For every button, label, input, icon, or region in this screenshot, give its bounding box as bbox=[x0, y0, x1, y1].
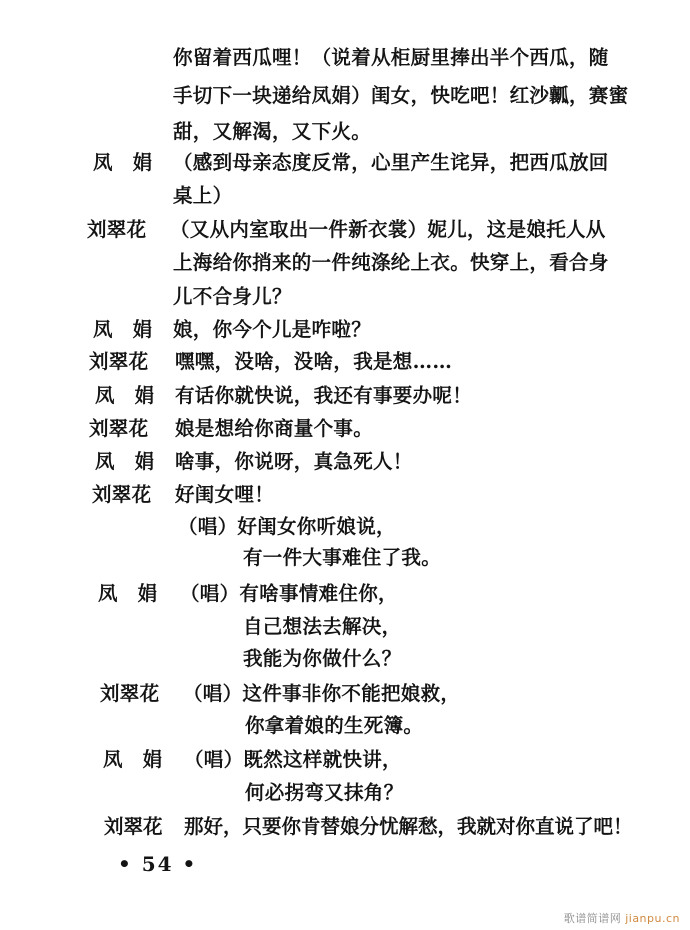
line-text: 何必拐弯又抹角？ bbox=[245, 781, 404, 804]
line-text: 啥事，你说呀，真急死人！ bbox=[175, 450, 413, 473]
line-text: 有一件大事难住了我。 bbox=[243, 546, 442, 569]
speaker-name: 凤 娟 bbox=[95, 384, 155, 407]
line-text: 手切下一块递给凤娟）闺女，快吃吧！红沙瓤，赛蜜 bbox=[173, 84, 629, 107]
line-text: 自己想法去解决， bbox=[243, 615, 402, 638]
line-text: 娘是想给你商量个事。 bbox=[175, 417, 374, 440]
speaker-name: 凤 娟 bbox=[98, 582, 158, 605]
line-text: （唱）这件事非你不能把娘救， bbox=[183, 682, 461, 705]
page-number: • 54 • bbox=[118, 852, 198, 876]
speaker-name: 刘翠花 bbox=[92, 483, 152, 506]
line-text: 好闺女哩！ bbox=[175, 483, 275, 506]
line-text: 那好，只要你肯替娘分忧解愁，我就对你直说了吧！ bbox=[184, 815, 633, 838]
line-text: 你留着西瓜哩！（说着从柜厨里捧出半个西瓜，随 bbox=[173, 46, 609, 69]
watermark-site: 歌谱简谱网 bbox=[563, 912, 622, 925]
line-text: 我能为你做什么？ bbox=[243, 647, 402, 670]
line-text: （唱）既然这样就快讲， bbox=[184, 748, 402, 771]
line-text: 桌上） bbox=[173, 184, 233, 207]
speaker-name: 刘翠花 bbox=[104, 815, 163, 838]
speaker-name: 刘翠花 bbox=[89, 417, 149, 440]
site-watermark bbox=[564, 910, 680, 926]
line-text: （又从内室取出一件新衣裳）妮儿，这是娘托人从 bbox=[170, 218, 606, 241]
speaker-name: 凤 娟 bbox=[95, 450, 155, 473]
speaker-name: 凤 娟 bbox=[103, 748, 163, 771]
watermark-url: jianpu.cn bbox=[625, 912, 680, 925]
speaker-name: 刘翠花 bbox=[100, 682, 160, 705]
line-text: （唱）有啥事情难住你， bbox=[180, 582, 398, 605]
speaker-name: 凤 娟 bbox=[93, 151, 153, 174]
speaker-name: 凤 娟 bbox=[93, 318, 153, 341]
line-text: 娘，你今个儿是咋啦？ bbox=[173, 318, 372, 341]
line-text: 有话你就快说，我还有事要办呢！ bbox=[175, 384, 473, 407]
line-text: 你拿着娘的生死簿。 bbox=[245, 714, 424, 737]
line-text: 上海给你捎来的一件纯涤纶上衣。快穿上，看合身 bbox=[173, 251, 609, 274]
speaker-name: 刘翠花 bbox=[87, 218, 147, 241]
line-text: （唱）好闺女你听娘说， bbox=[178, 515, 396, 538]
line-text: 儿不合身儿？ bbox=[173, 285, 292, 308]
line-text: 嘿嘿，没啥，没啥，我是想…… bbox=[175, 350, 453, 373]
line-text: （感到母亲态度反常，心里产生诧异，把西瓜放回 bbox=[173, 151, 609, 174]
speaker-name: 刘翠花 bbox=[89, 350, 149, 373]
line-text: 甜，又解渴，又下火。 bbox=[173, 120, 372, 143]
